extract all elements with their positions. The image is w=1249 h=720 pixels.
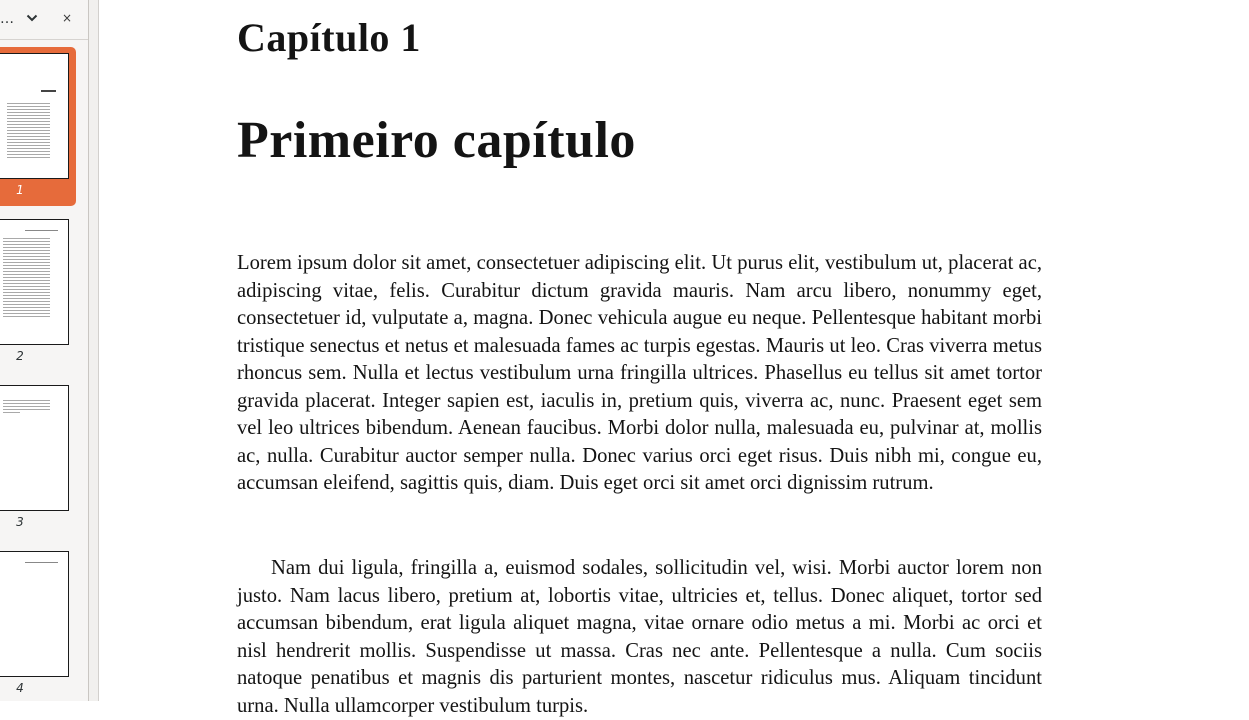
chevron-down-icon bbox=[26, 14, 38, 22]
thumbnail-text bbox=[7, 103, 50, 160]
thumbnail-page-2[interactable] bbox=[0, 213, 76, 372]
page-thumbnail-image bbox=[0, 551, 69, 677]
thumbnail-list bbox=[0, 40, 88, 701]
thumbnail-heading bbox=[41, 90, 56, 94]
sidebar-title: … bbox=[0, 11, 15, 27]
thumbnail-text bbox=[3, 400, 50, 415]
sidebar-resize-handle[interactable] bbox=[88, 0, 99, 701]
close-icon: × bbox=[61, 11, 73, 25]
document-view[interactable] bbox=[99, 0, 1249, 717]
chapter-label: Capítulo 1 bbox=[237, 15, 421, 60]
thumbnail-page-number: 4 bbox=[16, 681, 24, 695]
sidebar-header bbox=[0, 0, 88, 40]
chapter-title: Primeiro capítulo bbox=[237, 112, 636, 169]
sidebar-mode-dropdown[interactable] bbox=[21, 8, 43, 28]
thumbnail-page-number: 3 bbox=[16, 515, 24, 529]
thumbnail-page-4[interactable] bbox=[0, 545, 76, 704]
thumbnail-text bbox=[3, 238, 50, 319]
thumbnail-page-number: 2 bbox=[16, 349, 24, 363]
close-sidebar-button[interactable] bbox=[56, 8, 78, 28]
paragraph: Lorem ipsum dolor sit amet, consectetuer adipiscing elit. Ut purus elit, vestibulum ut, placerat ac, adipiscing vitae, felis. Curabitur dictum gravida mauris. Nam arcu libero, nonummy eget, consectetuer id, vulputate a, magna. Donec vehicula augue eu neque. Pellentesque habitant morbi tristique senectus et netus et malesuada fames ac turpis egestas. Mauris ut leo. Cras viverra metus rhoncus sem. Nulla et lectus vestibulum urna fringilla ultrices. Phasellus eu tellus sit amet tortor gravida placerat. Integer sapien est, iaculis in, pretium quis, viverra ac, nunc. Praesent eget sem vel leo ultrices bibendum. Aenean faucibus. Morbi dolor nulla, malesuada eu, pulvinar at, mollis ac, nulla. Curabitur auctor semper nulla. Donec varius orci eget risus. Duis nibh mi, congue eu, accumsan eleifend, sagittis quis, diam. Duis eget orci sit amet orci dignissim rutrum. bbox=[237, 252, 1042, 494]
page-thumbnail-image bbox=[0, 53, 69, 179]
thumbnail-header-line bbox=[25, 230, 58, 233]
page-thumbnail-image bbox=[0, 219, 69, 345]
thumbnail-page-3[interactable] bbox=[0, 379, 76, 538]
thumbnail-page-number: 1 bbox=[16, 183, 24, 197]
page-thumbnail-image bbox=[0, 385, 69, 511]
thumbnail-header-line bbox=[25, 562, 58, 565]
thumbnail-page-1[interactable] bbox=[0, 47, 76, 206]
paragraph: Nam dui ligula, fringilla a, euismod sodales, sollicitudin vel, wisi. Morbi auctor lorem non justo. Nam lacus libero, pretium at, lobortis vitae, ultricies et, tellus. Donec aliquet, tortor sed accumsan bibendum, erat ligula aliquet magna, vitae ornare odio metus a mi. Morbi ac orci et nisl hendrerit mollis. Suspendisse ut massa. Cras nec ante. Pellentesque a nulla. Cum sociis natoque penatibus et magnis dis parturient montes, nascetur ridiculus mus. Aliquam tincidunt urna. Nulla ullamcorper vestibulum turpis. bbox=[237, 557, 1042, 717]
thumbnail-sidebar bbox=[0, 0, 88, 701]
